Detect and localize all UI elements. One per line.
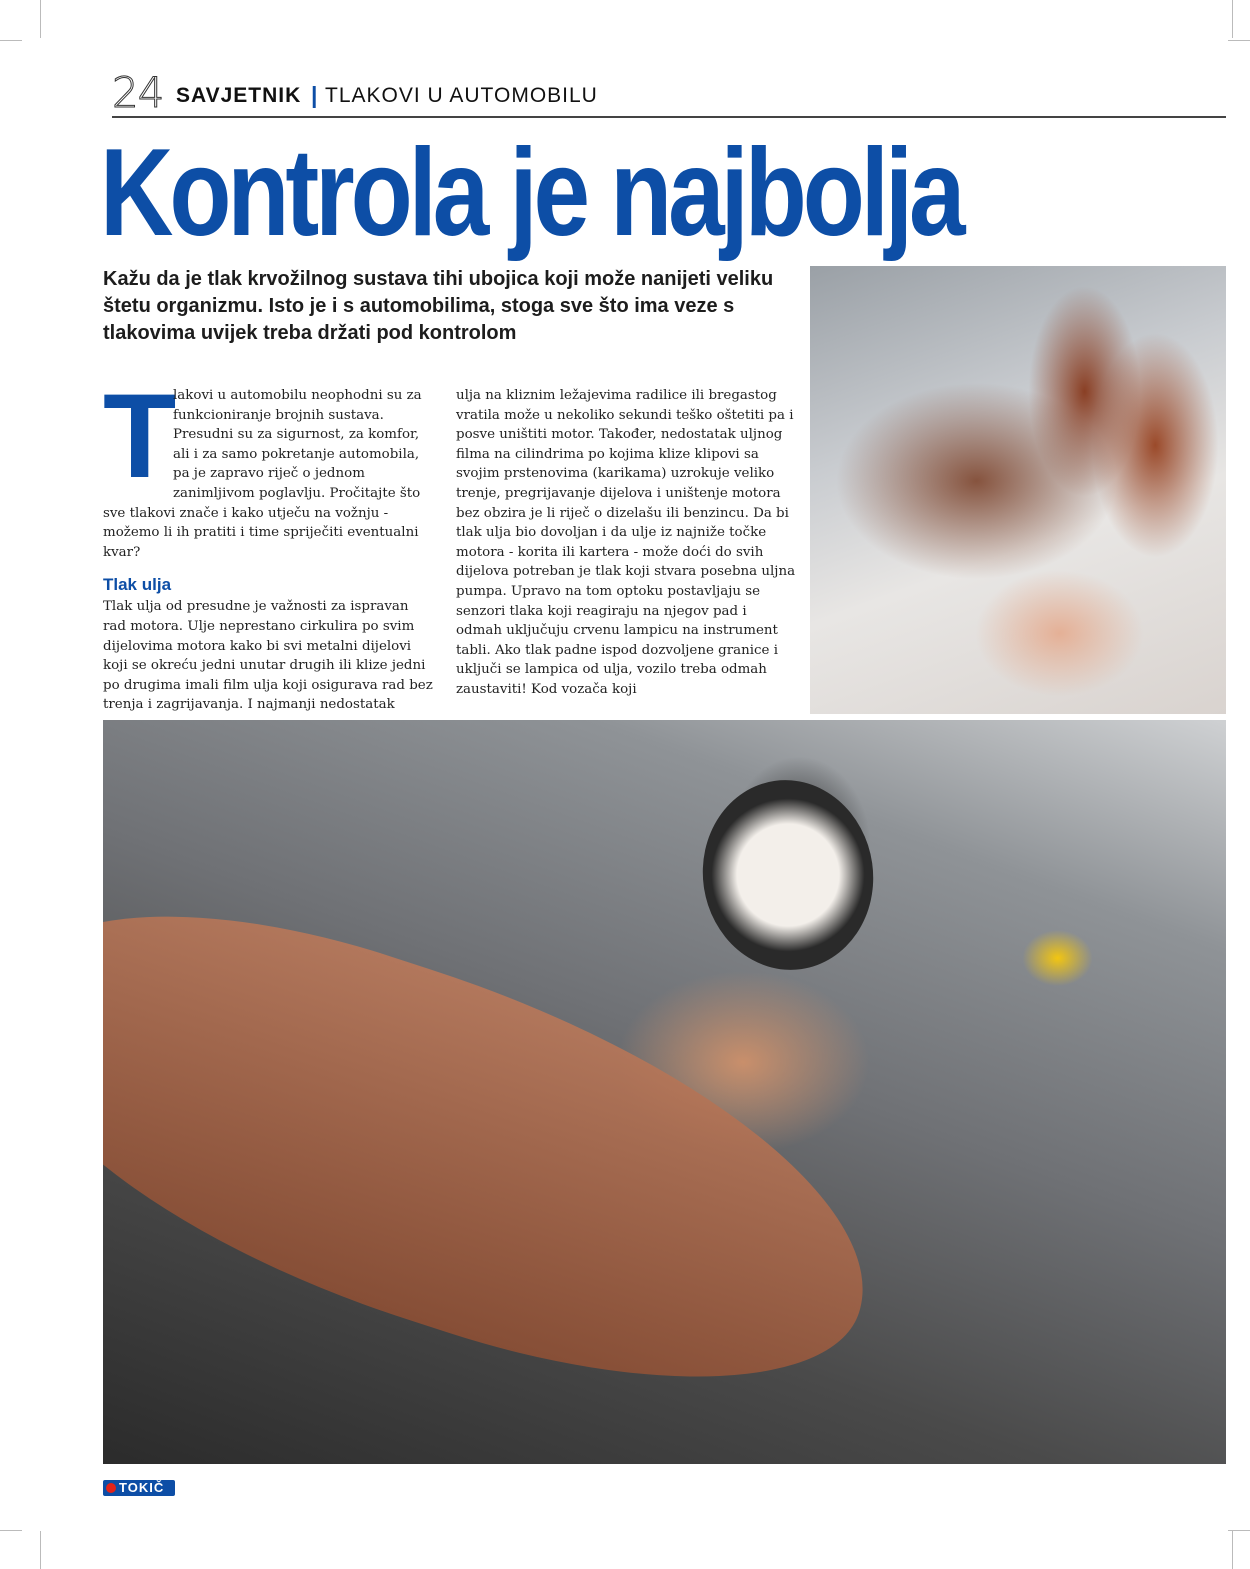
crop-mark (1228, 1530, 1250, 1531)
section-topic: TLAKOVI U AUTOMOBILU (325, 84, 598, 107)
body-paragraph-continued: ulja na kliznim ležajevima radilice ili bregastog vratila može u nekoliko sekundi teško oštetiti pa i posve uništiti motor. Također, nedostatak uljnog filma na cilindrima po kojima klize klipovi sa svojim prstenovima (karikama) uzrokuje veliko trenje, pregrijavanje dijelova i uništenje motora bez obzira je li riječ o dizelašu ili benzincu. Da bi tlak ulja bio dovoljan i da ulje iz najniže točke motora - korita ili kartera - može doći do svih dijelova potreban je tlak koji stvara posebna uljna pumpa. Upravo na tom optoku postavljaju se senzori tlaka koji reagiraju na njegov pad i odmah uključuju crvenu lampicu na instrument tabli. Ako tlak padne ispod dozvoljene granice i uključi se lampica od ulja, vozilo treba odmah zaustaviti! Kod vozača koji (456, 388, 796, 697)
section-separator: | (311, 82, 318, 108)
page-number: 24 (112, 68, 164, 117)
crop-mark (1228, 40, 1250, 41)
brand-dot-icon (106, 1483, 116, 1493)
section-name: SAVJETNIK (176, 84, 302, 107)
crop-mark (40, 0, 41, 38)
section-header (112, 66, 1226, 118)
text-column-2 (456, 386, 796, 700)
brand-name: TOKIČ (119, 1480, 165, 1495)
body-paragraph: Tlak ulja od presudne je važnosti za ispravan rad motora. Ulje neprestano cirkulira po svim dijelovima motora kako bi svi metalni dijelovi koji se okreću jedni unutar drugih ili klize jedni po drugima imali film ulja koji osigurava rad bez trenja i zagrijavanja. I najmanji nedostatak (103, 599, 433, 713)
oily-hand-photo (810, 266, 1226, 714)
text-column-1 (103, 369, 433, 715)
drop-cap: T (103, 369, 177, 503)
article-title: Kontrola je najbolja (100, 124, 962, 262)
article-lead: Kažu da je tlak krvožilnog sustava tihi ubojica koji može nanijeti veliku štetu organizmu. Isto je i s automobilima, stoga sve što ima veze s tlakovima uvijek treba držati pod kontrolom (103, 268, 774, 344)
crop-mark (1232, 1531, 1233, 1569)
engine-pressure-gauge-photo (103, 720, 1226, 1464)
pressure-gauge-shape (691, 769, 886, 981)
crop-mark (1232, 0, 1233, 38)
crop-mark (0, 40, 22, 41)
crop-mark (40, 1531, 41, 1569)
brand-logo (103, 1480, 175, 1496)
crop-mark (0, 1530, 22, 1531)
intro-paragraph: lakovi u automobilu neophodni su za funkcioniranje brojnih sustava. Presudni su za sigurnost, za komfor, ali i za samo pokretanje automobila, pa je zapravo riječ o jednom zanimljivom poglavlju. Pročitajte što sve tlakovi znače i kako utječu na vožnju - možemo li ih pratiti i time spriječiti eventualni kvar? (103, 388, 422, 560)
subheading-oil-pressure: Tlak ulja (103, 575, 172, 595)
